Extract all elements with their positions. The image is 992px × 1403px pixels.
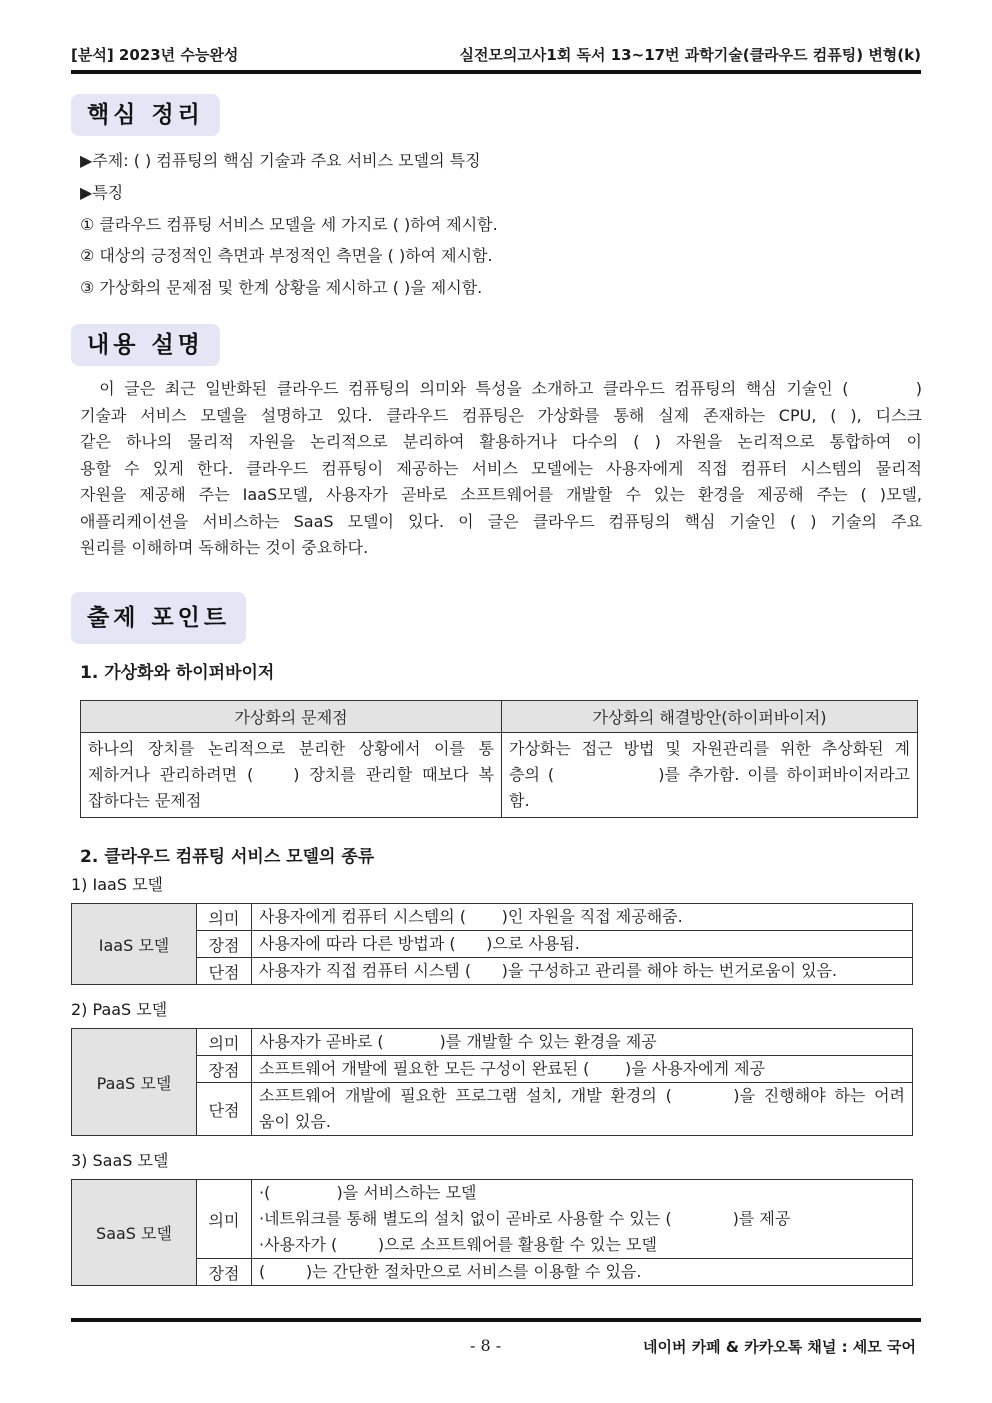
- section-title-content: 내용 설명: [71, 324, 220, 366]
- header-right: 실전모의고사1회 독서 13~17번 과학기술(클라우드 컴퓨팅) 변형(k): [459, 46, 921, 64]
- core-item-2: ② 대상의 긍정적인 측면과 부정적인 측면을 ( )하여 제시함.: [80, 246, 493, 265]
- content-line: 용할 수 있게 한다. 클라우드 컴퓨팅이 제공하는 서비스 모델에는 사용자에게 직접 컴퓨터 시스템의 물리적: [80, 458, 922, 478]
- table-header: 가상화의 문제점: [81, 701, 502, 733]
- content-line: 자원을 제공해 주는 IaaS모델, 사용자가 곧바로 소프트웨어를 개발할 수 있는 환경을 제공해 주는 ( )모델,: [80, 485, 922, 504]
- content-line: 같은 하나의 물리적 자원을 논리적으로 분리하여 활용하거나 다수의 ( ) 자원을 논리적으로 통합하여 이: [80, 432, 922, 451]
- paas-heading: 2) PaaS 모델: [71, 1000, 168, 1019]
- row-kind: 장점: [197, 931, 252, 958]
- footer-rule: [71, 1318, 921, 1322]
- row-text: 사용자에게 컴퓨터 시스템의 ( )인 자원을 직접 제공해줌.: [252, 904, 913, 931]
- page-header: [71, 44, 921, 66]
- row-text: ( )는 간단한 절차만으로 서비스를 이용할 수 있음.: [252, 1259, 913, 1286]
- row-text: 사용자가 곧바로 ( )를 개발할 수 있는 환경을 제공: [252, 1029, 913, 1056]
- row-kind: 의미: [197, 904, 252, 931]
- saas-table: [71, 1179, 913, 1286]
- row-kind: 단점: [197, 1083, 252, 1136]
- content-line: 기술과 서비스 모델을 설명하고 있다. 클라우드 컴퓨팅은 가상화를 통해 실제 존재하는 CPU, ( ), 디스크: [80, 405, 922, 425]
- table-cell-problem: 하나의 장치를 논리적으로 분리한 상황에서 이를 통 제하거나 관리하려면 ( ) 장치를 관리할 때보다 복 잡하다는 문제점: [81, 733, 502, 818]
- paas-table: [71, 1028, 913, 1136]
- header-left: [분석] 2023년 수능완성: [71, 46, 239, 64]
- section-title-points: 출제 포인트: [71, 592, 246, 644]
- iaas-heading: 1) IaaS 모델: [71, 875, 163, 894]
- header-rule: [71, 70, 921, 74]
- core-feature-label: ▶특징: [80, 183, 124, 202]
- saas-heading: 3) SaaS 모델: [71, 1151, 169, 1170]
- footer-right: 네이버 카페 & 카카오톡 채널 : 세모 국어: [643, 1338, 916, 1356]
- virtualization-table: [80, 700, 918, 818]
- points-sub-2: 2. 클라우드 컴퓨팅 서비스 모델의 종류: [80, 847, 375, 867]
- row-text: 소프트웨어 개발에 필요한 모든 구성이 완료된 ( )을 사용자에게 제공: [252, 1056, 913, 1083]
- row-text: 사용자에 따라 다른 방법과 ( )으로 사용됨.: [252, 931, 913, 958]
- table-cell-solution: 가상화는 접근 방법 및 자원관리를 위한 추상화된 계 층의 ( )를 추가함. 이를 하이퍼바이저라고 함.: [502, 733, 918, 818]
- row-kind: 장점: [197, 1056, 252, 1083]
- core-topic: ▶주제: ( ) 컴퓨팅의 핵심 기술과 주요 서비스 모델의 특징: [80, 151, 481, 170]
- model-label: SaaS 모델: [72, 1180, 197, 1286]
- model-label: PaaS 모델: [72, 1029, 197, 1136]
- content-line: 원리를 이해하며 독해하는 것이 중요하다.: [80, 538, 369, 557]
- row-text: 소프트웨어 개발에 필요한 프로그램 설치, 개발 환경의 ( )을 진행해야 하는 어려 움이 있음.: [252, 1083, 913, 1136]
- row-text: 사용자가 직접 컴퓨터 시스템 ( )을 구성하고 관리를 해야 하는 번거로움이 있음.: [252, 958, 913, 985]
- table-header: 가상화의 해결방안(하이퍼바이저): [502, 701, 918, 733]
- section-title-core: 핵심 정리: [71, 94, 220, 136]
- row-kind: 단점: [197, 958, 252, 985]
- row-kind: 장점: [197, 1259, 252, 1286]
- core-item-1: ① 클라우드 컴퓨팅 서비스 모델을 세 가지로 ( )하여 제시함.: [80, 215, 498, 234]
- row-kind: 의미: [197, 1180, 252, 1259]
- content-line: 이 글은 최근 일반화된 클라우드 컴퓨팅의 의미와 특성을 소개하고 클라우드 컴퓨팅의 핵심 기술인 ( ): [80, 379, 922, 398]
- page-number: - 8 -: [470, 1336, 502, 1355]
- iaas-table: [71, 903, 913, 985]
- content-line: 애플리케이션을 서비스하는 SaaS 모델이 있다. 이 글은 클라우드 컴퓨팅의 핵심 기술인 ( ) 기술의 주요: [80, 511, 922, 531]
- model-label: IaaS 모델: [72, 904, 197, 985]
- core-item-3: ③ 가상화의 문제점 및 한계 상황을 제시하고 ( )을 제시함.: [80, 278, 483, 297]
- row-text: ·( )을 서비스하는 모델 ·네트워크를 통해 별도의 설치 없이 곧바로 사용할 수 있는 ( )를 제공 ·사용자가 ( )으로 소프트웨어를 활용할 수 있는 모델: [252, 1180, 913, 1259]
- row-kind: 의미: [197, 1029, 252, 1056]
- content-paragraph: [80, 376, 922, 562]
- points-sub-1: 1. 가상화와 하이퍼바이저: [80, 663, 275, 683]
